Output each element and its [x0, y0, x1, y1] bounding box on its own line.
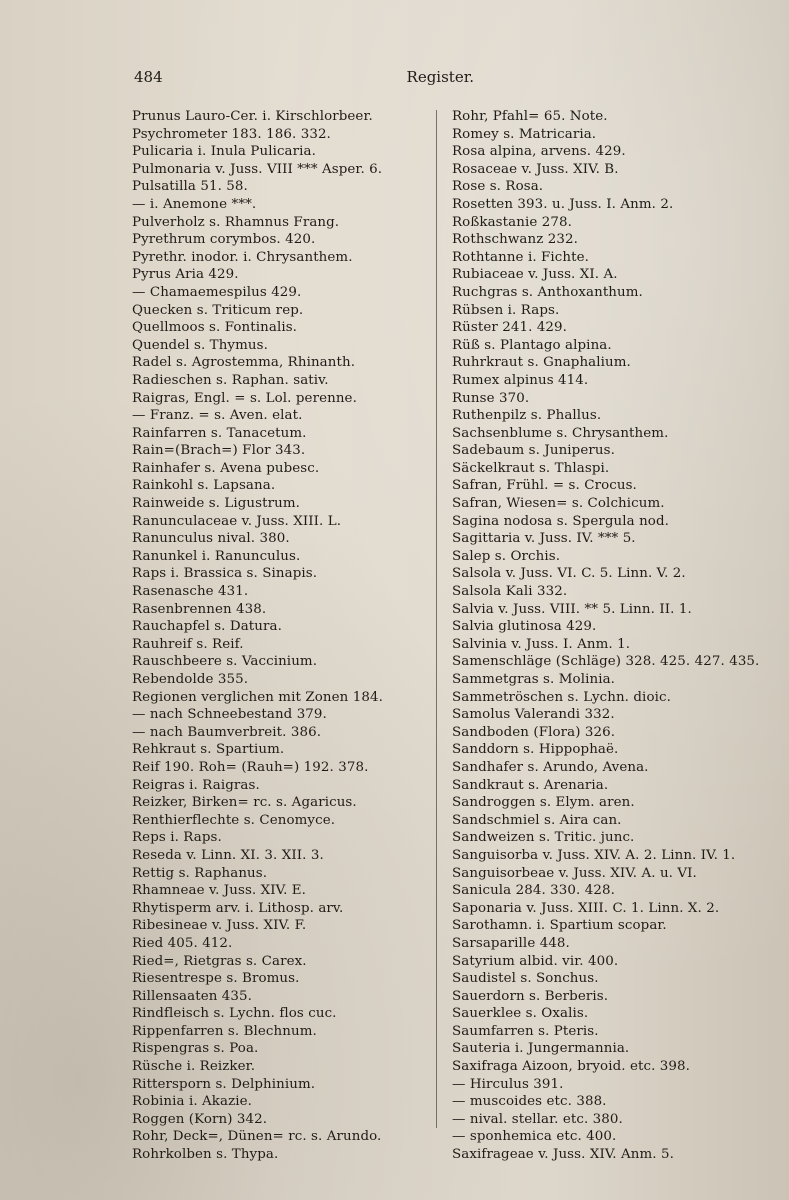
index-entry: Rüster 241. 429. — [452, 320, 568, 336]
index-entry: Pulverholz s. Rhamnus Frang. — [132, 214, 340, 230]
index-entry: Rispengras s. Poa. — [132, 1041, 259, 1057]
index-entry: Sanddorn s. Hippophaë. — [452, 742, 619, 758]
index-entry: — sponhemica etc. 400. — [452, 1129, 617, 1145]
index-entry: Rosaceae v. Juss. XIV. B. — [452, 161, 619, 177]
index-entry: Pulicaria i. Inula Pulicaria. — [132, 144, 316, 160]
index-entry: Rehkraut s. Spartium. — [132, 742, 285, 758]
index-entry: Sandweizen s. Tritic. junc. — [452, 830, 635, 846]
index-entry: Ribesineae v. Juss. XIV. F. — [132, 918, 307, 934]
index-entry: Roggen (Korn) 342. — [132, 1111, 268, 1127]
index-entry: Sammetgras s. Molinia. — [452, 672, 616, 687]
index-entry: Sandroggen s. Elym. aren. — [452, 795, 635, 811]
index-entry: Ranunkel i. Ranunculus. — [132, 548, 301, 564]
index-entry: Salvia glutinosa 429. — [452, 619, 597, 635]
index-entry: Sachsenblume s. Chrysanthem. — [452, 425, 669, 441]
index-entry: Rosa alpina, arvens. 429. — [452, 144, 626, 160]
index-entry: Rothtanne i. Fichte. — [452, 249, 589, 265]
index-entry: Sandboden (Flora) 326. — [452, 724, 616, 740]
index-entry: Raigras, Engl. = s. Lol. perenne. — [132, 390, 357, 406]
index-entry: Saponaria v. Juss. XIII. C. 1. Linn. X. 2. — [452, 900, 720, 916]
index-entry: Rüß s. Plantago alpina. — [452, 337, 612, 353]
index-entry: Safran, Wiesen= s. Colchicum. — [452, 496, 665, 512]
index-entry: Pyrus Aria 429. — [132, 267, 239, 283]
index-entry: Quecken s. Triticum rep. — [132, 302, 304, 318]
index-entry: Pulmonaria v. Juss. VIII *** Asper. 6. — [132, 161, 383, 177]
index-entry: Romey s. Matricaria. — [452, 126, 597, 142]
index-entry: Ried=, Rietgras s. Carex. — [132, 953, 307, 969]
index-entry: Sammetröschen s. Lychn. dioic. — [452, 689, 671, 705]
index-entry: Sauerklee s. Oxalis. — [452, 1006, 589, 1022]
index-entry: — nival. stellar. etc. 380. — [452, 1111, 623, 1127]
index-entry: Reps i. Raps. — [132, 830, 222, 846]
index-entry: Rumex alpinus 414. — [452, 372, 589, 388]
index-entry: Rittersporn s. Delphinium. — [132, 1076, 316, 1092]
index-column-left — [132, 108, 383, 1164]
index-entry: — muscoides etc. 388. — [452, 1094, 607, 1110]
column-divider — [436, 110, 437, 1128]
index-entry: Ranunculaceae v. Juss. XIII. L. — [132, 513, 342, 529]
index-entry: Sauteria i. Jungermannia. — [452, 1041, 630, 1057]
index-entry: Rainweide s. Ligustrum. — [132, 496, 300, 512]
index-entry: Saxifrageae v. Juss. XIV. Anm. 5. — [452, 1147, 674, 1163]
index-column-right — [452, 108, 759, 1164]
index-entry: Rainkohl s. Lapsana. — [132, 478, 276, 494]
index-entry: Rindfleisch s. Lychn. flos cuc. — [132, 1006, 337, 1022]
index-entry: Rose s. Rosa. — [452, 179, 544, 195]
index-entry: Raps i. Brassica s. Sinapis. — [132, 566, 318, 582]
index-entry: Sarothamn. i. Spartium scopar. — [452, 918, 667, 934]
index-entry: Prunus Lauro-Cer. i. Kirschlorbeer. — [132, 109, 373, 124]
index-entry: Radel s. Agrostemma, Rhinanth. — [132, 355, 356, 371]
index-entry: Pyrethr. inodor. i. Chrysanthem. — [132, 249, 353, 265]
index-entry: Pulsatilla 51. 58. — [132, 179, 248, 195]
index-entry: Ruchgras s. Anthoxanthum. — [452, 284, 643, 300]
index-entry: Quellmoos s. Fontinalis. — [132, 320, 298, 336]
index-entry: Rain=(Brach=) Flor 343. — [132, 443, 306, 459]
index-entry: Riesentrespe s. Bromus. — [132, 971, 300, 987]
index-entry: Ruthenpilz s. Phallus. — [452, 408, 602, 424]
index-entry: Roßkastanie 278. — [452, 214, 572, 230]
index-entry: Säckelkraut s. Thlaspi. — [452, 460, 610, 476]
index-entry: Sauerdorn s. Berberis. — [452, 988, 609, 1004]
index-entry: Salvia v. Juss. VIII. ** 5. Linn. II. 1. — [452, 601, 692, 617]
index-entry: Salep s. Orchis. — [452, 548, 561, 564]
index-entry: — nach Baumverbreit. 386. — [132, 724, 322, 740]
index-entry: Rhytisperm arv. i. Lithosp. arv. — [132, 900, 344, 916]
page-title: Register. — [406, 68, 474, 86]
index-entry: Renthierflechte s. Cenomyce. — [132, 812, 336, 828]
index-entry: Psychrometer 183. 186. 332. — [132, 126, 331, 142]
index-entry: Sadebaum s. Juniperus. — [452, 443, 615, 459]
index-entry: Rosetten 393. u. Juss. I. Anm. 2. — [452, 196, 674, 212]
index-entry: Runse 370. — [452, 390, 530, 406]
index-entry: Reif 190. Roh= (Rauh=) 192. 378. — [132, 759, 369, 775]
index-entry: Rohrkolben s. Thypa. — [132, 1147, 279, 1163]
index-entry: Rasenasche 431. — [132, 584, 249, 600]
index-entry: Sandschmiel s. Aira can. — [452, 812, 622, 828]
index-entry: Satyrium albid. vir. 400. — [452, 953, 619, 969]
index-entry: Ranunculus nival. 380. — [132, 531, 290, 547]
index-entry: Saxifraga Aizoon, bryoid. etc. 398. — [452, 1059, 691, 1075]
index-entry: Rebendolde 355. — [132, 672, 249, 687]
index-entry: Rainfarren s. Tanacetum. — [132, 425, 307, 441]
index-entry: Samenschläge (Schläge) 328. 425. 427. 435. — [452, 654, 760, 670]
index-entry: Rettig s. Raphanus. — [132, 865, 268, 881]
index-entry: Quendel s. Thymus. — [132, 337, 268, 353]
index-entry: Rohr, Pfahl= 65. Note. — [452, 109, 608, 124]
index-entry: Ried 405. 412. — [132, 935, 233, 951]
index-entry: Sanicula 284. 330. 428. — [452, 883, 615, 899]
index-entry: — i. Anemone ***. — [132, 196, 257, 212]
index-entry: Rauhreif s. Reif. — [132, 636, 244, 652]
index-entry: Regionen verglichen mit Zonen 184. — [132, 689, 383, 705]
index-entry: Rauchapfel s. Datura. — [132, 619, 282, 635]
index-entry: Saudistel s. Sonchus. — [452, 971, 599, 987]
index-entry: Sagittaria v. Juss. IV. *** 5. — [452, 531, 636, 547]
index-entry: Safran, Frühl. = s. Crocus. — [452, 478, 637, 494]
index-entry: Sarsaparille 448. — [452, 935, 570, 951]
index-entry: Saumfarren s. Pteris. — [452, 1023, 599, 1039]
index-entry: Rainhafer s. Avena pubesc. — [132, 460, 320, 476]
index-entry: Rohr, Deck=, Dünen= rc. s. Arundo. — [132, 1129, 382, 1145]
page-number: 484 — [134, 68, 163, 86]
index-entry: Rasenbrennen 438. — [132, 601, 267, 617]
index-entry: Radieschen s. Raphan. sativ. — [132, 372, 329, 388]
index-entry: Samolus Valerandi 332. — [452, 707, 615, 723]
index-entry: Sanguisorba v. Juss. XIV. A. 2. Linn. IV. 1. — [452, 847, 736, 863]
index-entry: Salvinia v. Juss. I. Anm. 1. — [452, 636, 631, 652]
index-entry: Rübsen i. Raps. — [452, 302, 560, 318]
index-entry: Rüsche i. Reizker. — [132, 1059, 256, 1075]
index-entry: Rauschbeere s. Vaccinium. — [132, 654, 318, 670]
index-entry: — Chamaemespilus 429. — [132, 284, 302, 300]
index-entry: Rubiaceae v. Juss. XI. A. — [452, 267, 618, 283]
index-entry: Reseda v. Linn. XI. 3. XII. 3. — [132, 847, 324, 863]
index-entry: — Hirculus 391. — [452, 1076, 564, 1092]
index-entry: Rhamneae v. Juss. XIV. E. — [132, 883, 307, 899]
index-entry: Robinia i. Akazie. — [132, 1094, 253, 1110]
index-entry: Salsola v. Juss. VI. C. 5. Linn. V. 2. — [452, 566, 686, 582]
index-entry: Pyrethrum corymbos. 420. — [132, 232, 316, 248]
index-entry: Reigras i. Raigras. — [132, 777, 260, 793]
index-entry: Ruhrkraut s. Gnaphalium. — [452, 355, 631, 371]
index-entry: — Franz. = s. Aven. elat. — [132, 408, 303, 424]
index-entry: Sandkraut s. Arenaria. — [452, 777, 609, 793]
index-entry: Sagina nodosa s. Spergula nod. — [452, 513, 669, 529]
index-entry: Reizker, Birken= rc. s. Agaricus. — [132, 795, 357, 811]
page-header — [134, 68, 474, 86]
index-entry: Sandhafer s. Arundo, Avena. — [452, 759, 649, 775]
index-entry: Rippenfarren s. Blechnum. — [132, 1023, 317, 1039]
index-entry: Sanguisorbeae v. Juss. XIV. A. u. VI. — [452, 865, 697, 881]
index-entry: Salsola Kali 332. — [452, 584, 568, 600]
index-entry: — nach Schneebestand 379. — [132, 707, 327, 723]
index-entry: Rillensaaten 435. — [132, 988, 253, 1004]
index-entry: Rothschwanz 232. — [452, 232, 578, 248]
